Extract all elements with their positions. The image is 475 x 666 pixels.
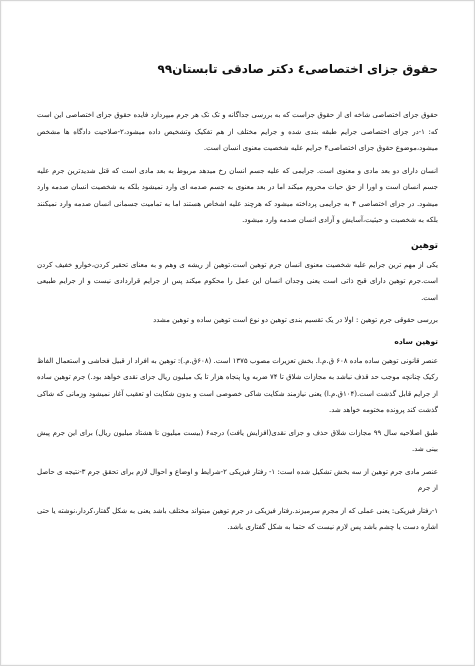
document-body — [37, 61, 438, 542]
intro-paragraph-2: انسان دارای دو بعد مادی و معنوی است. جرایمی که علیه جسم انسان رخ میدهد مربوط به بعد مادی است که قتل شدیدترین جرم علیه جسم انسان است و اورا از حق حیات محروم میکند اما در بعد معنوی به جسم صدمه ای وارد نمیشود بلکه به شخصیت انسان صدمه وارد میشود. در جزای اختصاصی ۴ به جرایمی پرداخته میشود که هرچند علیه اشخاص هستند اما به تمامیت جسمانی انسان صدمه وارد نمیکنند بلکه به شخصیت و حیثیت،آسایش و آزادی انسان صدمه وارد میشود. — [37, 166, 439, 224]
insult-definition-paragraph: یکی از مهم ترین جرایم علیه شخصیت معنوی انسان جرم توهین است.توهین از ریشه ی وهم و به معنای تحقیر کردن،خوارو خفیف کردن است.جرم توهین دارای قبح ذاتی است یعنی وجدان انسان این عمل را محکوم میکند پس از جرایم قراردادی نیست و از جرایم طبیعی است. — [37, 260, 438, 302]
insult-types-paragraph: بررسی حقوقی جرم توهین : اولا در یک تقسیم بندی توهین دو نوع است توهین ساده و توهین مشدد — [153, 316, 438, 324]
subheading-simple-insult: توهین ساده — [394, 336, 438, 346]
document-title: حقوق جزای اختصاصی٤ دکتر صادقی تابستان۹۹ — [157, 62, 438, 76]
legal-element-paragraph: عنصر قانونی توهین ساده ماده ۶۰۸ ق.م.ا. بخش تعزیرات مصوب ۱۳۷۵ است. (۶۰۸ق.م.): توهین به افراد از قبیل فحاشی و استعمال الفاظ رکیک چنانچه موجب حد قذف نباشد به مجازات شلاق تا ۷۴ ضربه ویا پنجاه هزار تا یک میلیون ریال جزای نقدی خواهد بود.) جرم توهین ساده از جرایم قابل گذشت است.(۱۰۴ق.م.ا) یعنی نیازمند شکایت شاکی خصوصی است و بدون شکایت او تعقیب آغاز نمیشود وزمانی که شاکی گذشت کند پرونده مختومه خواهد شد. — [37, 356, 438, 414]
amendment-paragraph: طبق اصلاحیه سال ۹۹ مجازات شلاق حذف و جزای نقدی(افزایش یافت) درجه۶ (بیست میلیون تا هشتاد میلیون ریال) برای این جرم پیش بینی شد. — [37, 428, 438, 453]
intro-paragraph-1: حقوق جزای اختصاصی شاخه ای از حقوق جزاست که به بررسی جداگانه و تک تک هر جرم میپردازد فایده حقوق جزای اختصاصی این است که: ۱-در جزای اختصاصی جرایم طبقه بندی شده و جرایم مختلف از هم تفکیک وتشخیص داده میشود،۲-صلاحیت دادگاه ها مشخص میشود،موضوع حقوق جزای اختصاصی۴ جرایم علیه شخصیت معنوی انسان است. — [37, 111, 438, 152]
physical-act-paragraph: ۱-رفتار فیزیکی: یعنی عملی که از مجرم سرمیزند.رفتار فیزیکی در جرم توهین میتواند مختلف باشد یعنی به شکل گفتار،کردار،نوشته یا حتی اشاره دست یا چشم باشد پس لازم نیست که حتما به شکل گفتاری باشد. — [37, 506, 438, 531]
section-heading-insult: توهین — [410, 240, 438, 251]
material-element-paragraph: عنصر مادی جرم توهین از سه بخش تشکیل شده است: ۱- رفتار فیزیکی ۲-شرایط و اوضاع و احوال لازم برای تحقق جرم ۳-نتیجه ی حاصل از جرم — [37, 467, 438, 492]
